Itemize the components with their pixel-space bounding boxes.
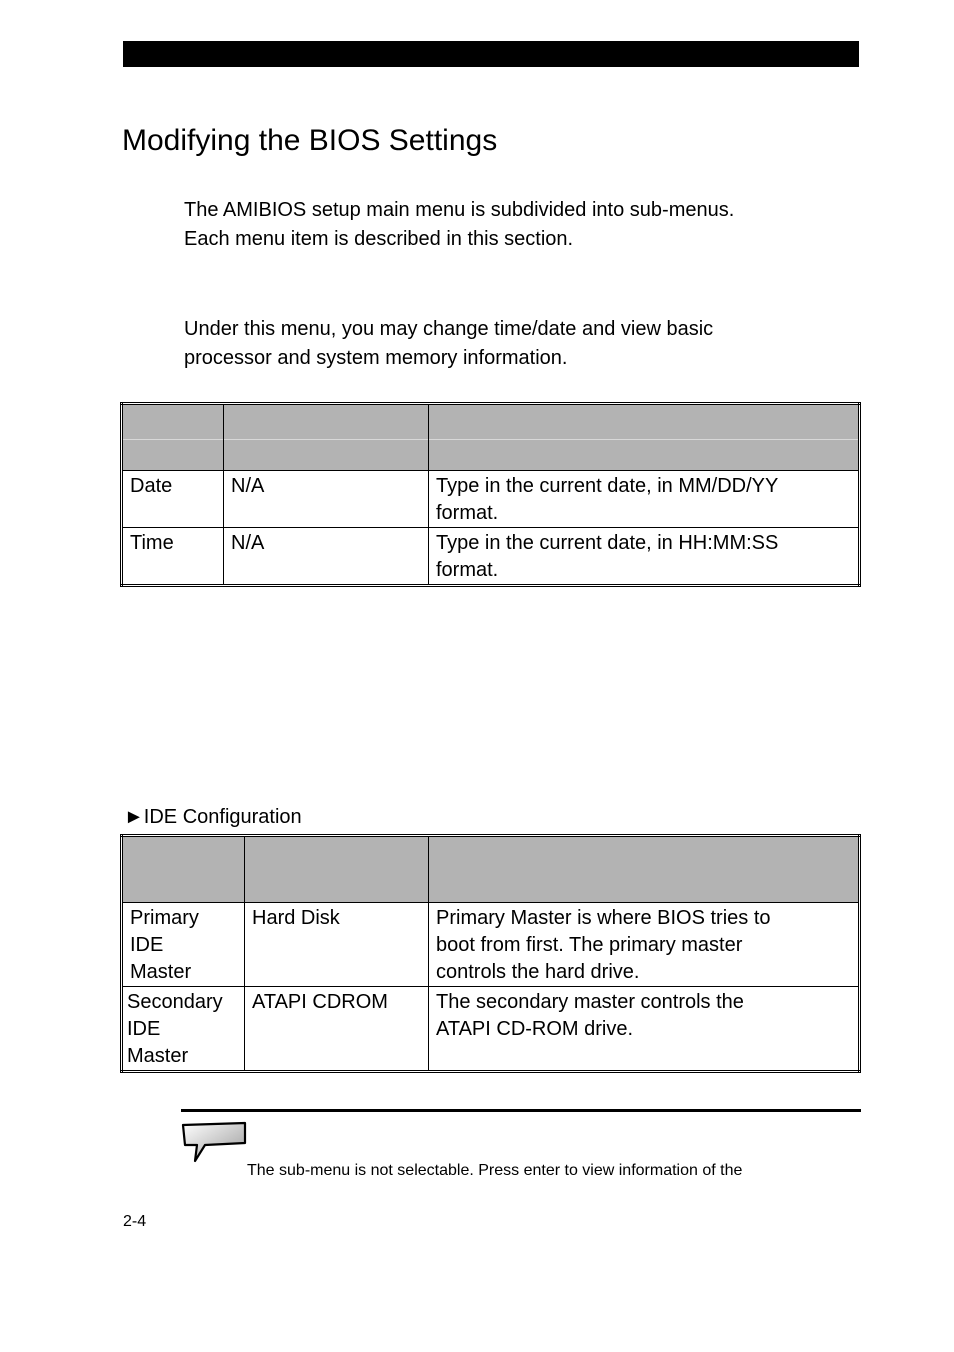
description-cell: The secondary master controls the ATAPI CD-ROM drive. bbox=[429, 987, 860, 1072]
description-cell: Type in the current date, in HH:MM:SS format. bbox=[429, 528, 860, 586]
item-cell: Time bbox=[122, 528, 224, 586]
description-cell: Primary Master is where BIOS tries to boot from first. The primary master controls the hard drive. bbox=[429, 903, 860, 987]
item-cell: Date bbox=[122, 471, 224, 528]
header-cell bbox=[429, 404, 860, 471]
table-row bbox=[122, 528, 860, 586]
main-menu-line-2: processor and system memory information. bbox=[184, 347, 568, 369]
header-cell bbox=[245, 836, 429, 903]
header-bar bbox=[123, 41, 859, 67]
intro-line-1: The AMIBIOS setup main menu is subdivided into sub-menus. bbox=[184, 199, 735, 221]
main-menu-line-1: Under this menu, you may change time/date and view basic bbox=[184, 318, 714, 340]
default-cell: ATAPI CDROM bbox=[245, 987, 429, 1072]
main-menu-table bbox=[120, 402, 861, 587]
table-row bbox=[122, 987, 860, 1072]
page-number: 2-4 bbox=[123, 1213, 147, 1230]
note-divider bbox=[181, 1109, 861, 1112]
table-row bbox=[122, 903, 860, 987]
table-header-row bbox=[122, 836, 860, 903]
note-text: The sub-menu is not selectable. Press enter to view information of the bbox=[247, 1162, 743, 1179]
header-cell bbox=[429, 836, 860, 903]
main-menu-paragraph bbox=[184, 315, 713, 373]
default-cell: N/A bbox=[224, 471, 429, 528]
description-cell: Type in the current date, in MM/DD/YY format. bbox=[429, 471, 860, 528]
table-header-row bbox=[122, 404, 860, 471]
speech-bubble-icon bbox=[181, 1121, 249, 1167]
header-cell bbox=[122, 404, 224, 471]
default-cell: Hard Disk bbox=[245, 903, 429, 987]
default-cell: N/A bbox=[224, 528, 429, 586]
item-cell: Primary IDE Master bbox=[122, 903, 245, 987]
item-cell: Secondary IDE Master bbox=[122, 987, 245, 1072]
intro-line-2: Each menu item is described in this section. bbox=[184, 228, 574, 250]
page-title: Modifying the BIOS Settings bbox=[122, 124, 498, 157]
ide-configuration-table bbox=[120, 834, 861, 1073]
table-row bbox=[122, 471, 860, 528]
header-cell bbox=[224, 404, 429, 471]
ide-section-label: ►IDE Configuration bbox=[124, 806, 302, 828]
header-cell bbox=[122, 836, 245, 903]
intro-paragraph bbox=[184, 196, 734, 254]
